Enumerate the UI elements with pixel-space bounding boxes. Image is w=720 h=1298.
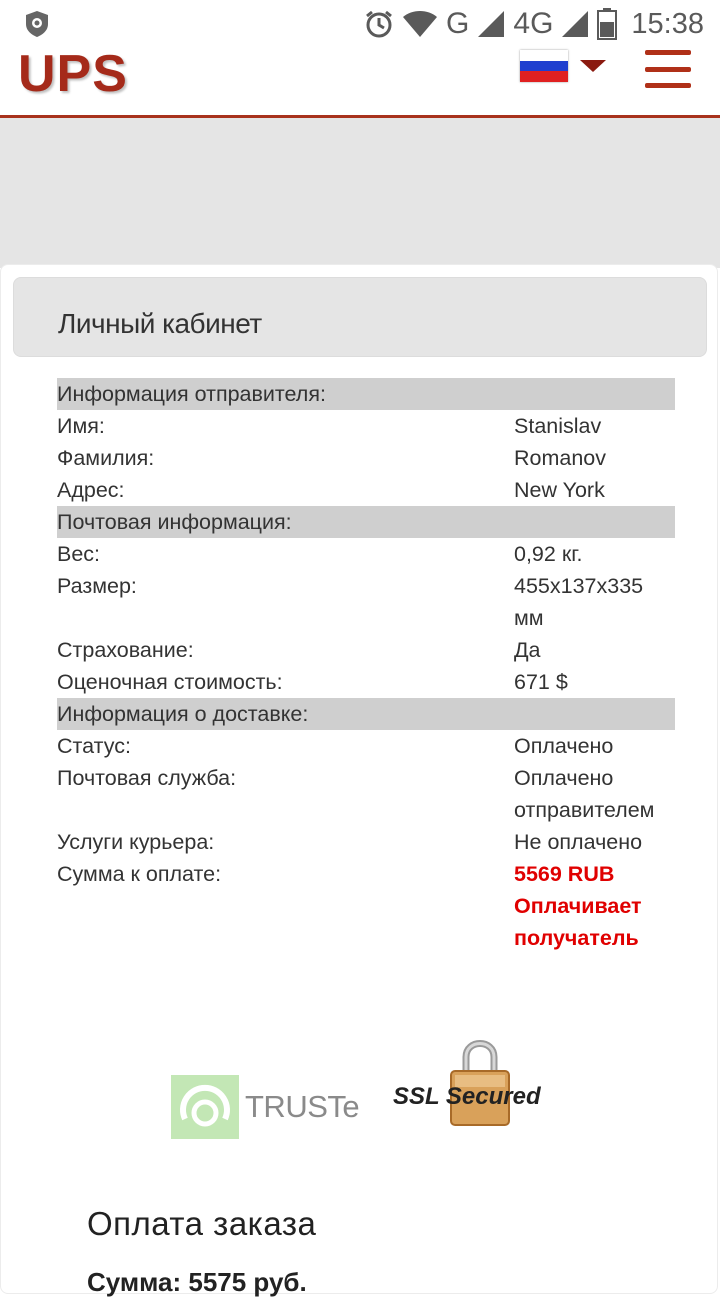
- status-bar: [0, 0, 720, 50]
- payer-note: Оплачивает получатель: [514, 894, 642, 950]
- ssl-label: SSL Secured: [393, 1083, 541, 1110]
- info-value: Да: [514, 638, 541, 662]
- logo[interactable]: UPS: [18, 45, 128, 103]
- trust-badges: [171, 1035, 571, 1145]
- info-value: Stanislav: [514, 414, 602, 438]
- battery-icon: [597, 8, 617, 40]
- alarm-icon: [364, 9, 394, 39]
- sender-heading: Информация отправителя:: [57, 378, 675, 410]
- order-sum: Сумма: 5575 руб.: [87, 1267, 307, 1297]
- info-key: Имя:: [57, 414, 105, 438]
- wifi-icon: [402, 10, 438, 38]
- info-key: Оценочная стоимость:: [57, 670, 283, 694]
- amount-figure: 5569 RUB: [514, 862, 615, 886]
- card-header: [13, 277, 707, 357]
- info-row: [57, 410, 675, 442]
- order-payment-title: Оплата заказа: [87, 1205, 317, 1242]
- info-key: Размер:: [57, 574, 137, 598]
- info-key: Почтовая служба:: [57, 766, 237, 790]
- language-selector[interactable]: [520, 50, 606, 82]
- postal-heading: Почтовая информация:: [57, 506, 675, 538]
- signal-icon: [477, 10, 505, 38]
- network-type-label: G: [446, 7, 470, 40]
- shipment-info: [57, 378, 675, 954]
- info-row: [57, 634, 675, 666]
- info-row: [57, 762, 675, 826]
- amount-key: Сумма к оплате:: [57, 862, 222, 886]
- menu-icon[interactable]: [645, 50, 691, 88]
- info-key: Услуги курьера:: [57, 830, 215, 854]
- clock: 15:38: [631, 7, 704, 40]
- truste-badge: [171, 1075, 359, 1139]
- ssl-badge: [391, 1035, 561, 1135]
- info-row: [57, 730, 675, 762]
- info-value: 0,92 кг.: [514, 542, 583, 566]
- info-key: Адрес:: [57, 478, 125, 502]
- info-value: Romanov: [514, 446, 607, 470]
- chevron-down-icon: [580, 60, 606, 72]
- info-key: Вес:: [57, 542, 101, 566]
- info-row: [57, 666, 675, 698]
- info-value: 455x137x335 мм: [514, 574, 644, 630]
- info-key: Статус:: [57, 734, 131, 758]
- amount-value: [514, 858, 675, 954]
- site-header: [0, 44, 720, 118]
- info-row: [57, 538, 675, 570]
- info-key: Страхование:: [57, 638, 194, 662]
- info-value: Не оплачено: [514, 830, 643, 854]
- info-row: [57, 474, 675, 506]
- security-shield-icon: [24, 10, 50, 38]
- hero-band: [0, 118, 720, 268]
- truste-logo-icon: [171, 1075, 239, 1139]
- russia-flag-icon: [520, 50, 568, 82]
- amount-row: [57, 858, 675, 954]
- info-row: [57, 826, 675, 858]
- account-card: [0, 264, 718, 1297]
- info-value: Оплачено: [514, 734, 614, 758]
- info-value: New York: [514, 478, 605, 502]
- info-row: [57, 442, 675, 474]
- truste-label: TRUSTe: [245, 1089, 360, 1124]
- info-value: Оплачено отправителем: [514, 766, 655, 822]
- info-value: 671 $: [514, 670, 568, 694]
- info-row: [57, 570, 675, 634]
- info-key: Фамилия:: [57, 446, 155, 470]
- network-type-2-label: 4G: [513, 7, 554, 40]
- card-title: Личный кабинет: [58, 308, 262, 339]
- delivery-heading: Информация о доставке:: [57, 698, 675, 730]
- signal-2-icon: [561, 10, 589, 38]
